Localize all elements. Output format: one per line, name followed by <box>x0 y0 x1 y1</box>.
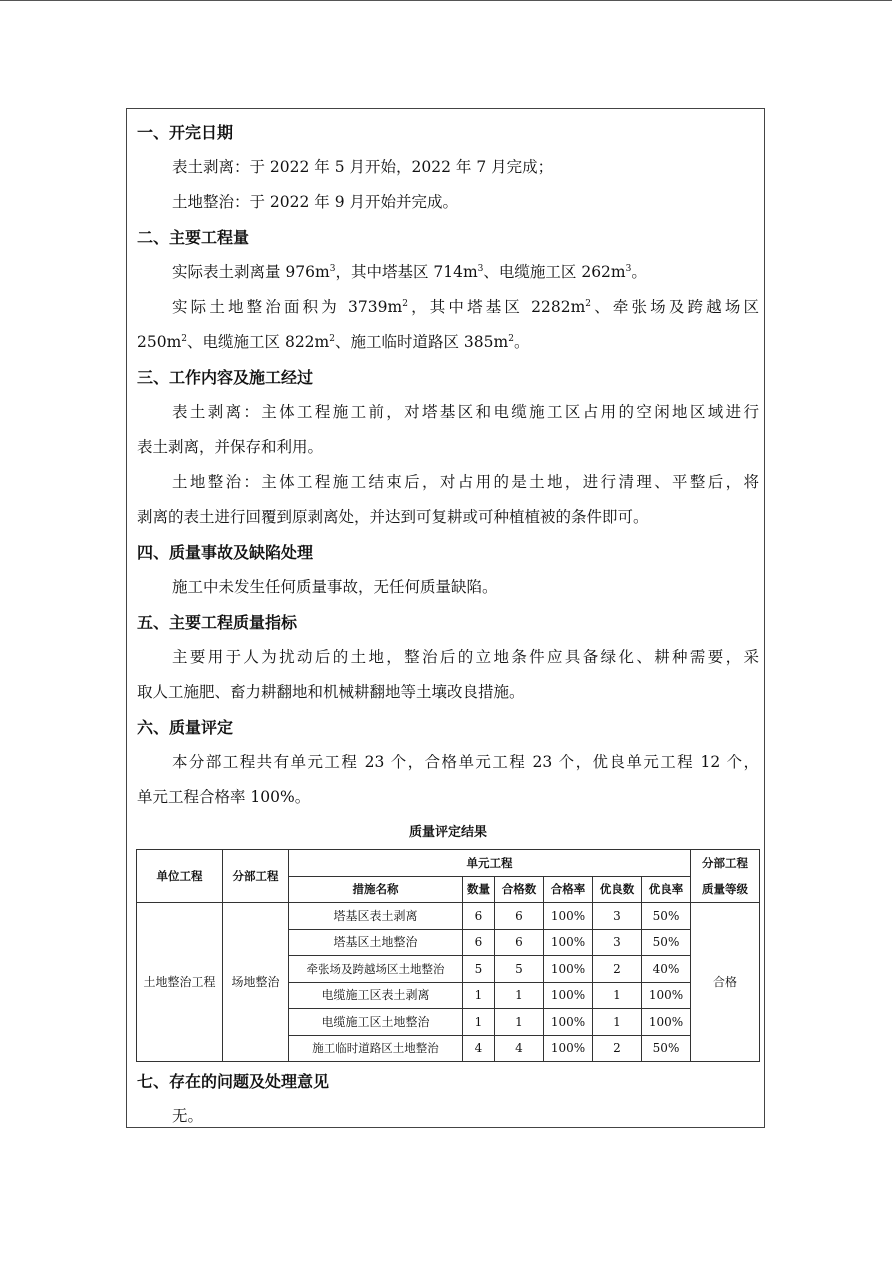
cell-good-count: 3 <box>593 903 642 930</box>
cell-count: 5 <box>463 956 495 983</box>
section-3-para-2-line-1: 土地整治：主体工程施工结束后，对占用的是土地，进行清理、平整后，将 <box>172 473 759 491</box>
cell-pass-count: 6 <box>495 903 544 930</box>
cell-good-count: 1 <box>593 1009 642 1036</box>
section-5-title: 五、主要工程质量指标 <box>137 613 298 632</box>
header-count: 数量 <box>463 876 495 903</box>
cell-pass-rate: 100% <box>544 982 593 1009</box>
header-sub-project: 分部工程 <box>223 850 289 903</box>
section-7-line-1: 无。 <box>172 1107 204 1125</box>
header-grade: 分部工程 质量等级 <box>691 850 760 903</box>
cell-good-count: 2 <box>593 1035 642 1062</box>
cell-good-rate: 100% <box>642 1009 691 1036</box>
cell-measure: 牵张场及跨越场区土地整治 <box>289 956 463 983</box>
cell-pass-rate: 100% <box>544 956 593 983</box>
cell-pass-rate: 100% <box>544 1009 593 1036</box>
section-2-line-2: 实际土地整治面积为 $3739m^2$，其中塔基区 $2282m^2$、牵张场及跨越场区 <box>172 298 759 316</box>
header-measure: 措施名称 <box>289 876 463 903</box>
section-6-title: 六、质量评定 <box>137 718 234 737</box>
cell-grade: 合格 <box>691 903 760 1062</box>
section-7-title: 七、存在的问题及处理意见 <box>137 1072 330 1091</box>
header-pass-rate: 合格率 <box>544 876 593 903</box>
section-1-line-1: 表土剥离：于 2022 年 5 月开始，2022 年 7 月完成； <box>172 158 554 176</box>
page-top-border <box>0 0 892 1</box>
cell-pass-count: 1 <box>495 982 544 1009</box>
header-good-count: 优良数 <box>593 876 642 903</box>
header-unit-project: 单位工程 <box>137 850 223 903</box>
cell-measure: 电缆施工区土地整治 <box>289 1009 463 1036</box>
table-header-row-1 <box>137 850 760 877</box>
cell-pass-rate: 100% <box>544 1035 593 1062</box>
cell-measure: 塔基区表土剥离 <box>289 903 463 930</box>
table-row <box>137 903 760 930</box>
cell-count: 1 <box>463 1009 495 1036</box>
cell-pass-rate: 100% <box>544 903 593 930</box>
cell-good-rate: 100% <box>642 982 691 1009</box>
header-pass-count: 合格数 <box>495 876 544 903</box>
quality-table <box>136 849 760 1062</box>
section-5-line-1: 主要用于人为扰动后的土地，整治后的立地条件应具备绿化、耕种需要，采 <box>172 648 759 666</box>
cell-pass-rate: 100% <box>544 929 593 956</box>
section-1-line-2: 土地整治：于 2022 年 9 月开始并完成。 <box>172 193 459 211</box>
section-1-title: 一、开完日期 <box>137 123 234 142</box>
cell-good-count: 1 <box>593 982 642 1009</box>
cell-count: 1 <box>463 982 495 1009</box>
report-frame <box>126 108 765 1128</box>
cell-measure: 电缆施工区表土剥离 <box>289 982 463 1009</box>
cell-good-count: 3 <box>593 929 642 956</box>
section-5-line-2: 取人工施肥、畜力耕翻地和机械耕翻地等土壤改良措施。 <box>137 683 525 701</box>
cell-good-rate: 50% <box>642 929 691 956</box>
section-3-title: 三、工作内容及施工经过 <box>137 368 314 387</box>
cell-count: 6 <box>463 903 495 930</box>
table-caption: 质量评定结果 <box>408 825 487 840</box>
cell-good-rate: 40% <box>642 956 691 983</box>
section-2-line-3: $250m^2$、电缆施工区 $822m^2$、施工临时道路区 $385m^2$。 <box>137 333 530 351</box>
cell-sub-project: 场地整治 <box>223 903 289 1062</box>
cell-pass-count: 6 <box>495 929 544 956</box>
section-2-title: 二、主要工程量 <box>137 228 250 247</box>
cell-measure: 塔基区土地整治 <box>289 929 463 956</box>
section-3-para-1-line-2: 表土剥离，并保存和利用。 <box>137 438 324 456</box>
header-good-rate: 优良率 <box>642 876 691 903</box>
section-4-line-1: 施工中未发生任何质量事故，无任何质量缺陷。 <box>172 578 498 596</box>
cell-measure: 施工临时道路区土地整治 <box>289 1035 463 1062</box>
cell-pass-count: 4 <box>495 1035 544 1062</box>
cell-good-rate: 50% <box>642 1035 691 1062</box>
cell-count: 6 <box>463 929 495 956</box>
cell-count: 4 <box>463 1035 495 1062</box>
header-element-project: 单元工程 <box>289 850 691 877</box>
cell-unit-project: 土地整治工程 <box>137 903 223 1062</box>
cell-good-count: 2 <box>593 956 642 983</box>
cell-pass-count: 5 <box>495 956 544 983</box>
report-content <box>137 115 759 1134</box>
section-6-line-2: 单元工程合格率 100%。 <box>137 788 311 806</box>
section-4-title: 四、质量事故及缺陷处理 <box>137 543 314 562</box>
cell-pass-count: 1 <box>495 1009 544 1036</box>
section-2-line-1: 实际表土剥离量 $976m^3$，其中塔基区 $714m^3$、电缆施工区 $262m^3$。 <box>172 263 647 281</box>
section-6-line-1: 本分部工程共有单元工程 23 个，合格单元工程 23 个，优良单元工程 12 个， <box>172 753 759 771</box>
cell-good-rate: 50% <box>642 903 691 930</box>
section-3-para-2-line-2: 剥离的表土进行回覆到原剥离处，并达到可复耕或可种植植被的条件即可。 <box>137 508 649 526</box>
section-3-para-1-line-1: 表土剥离：主体工程施工前，对塔基区和电缆施工区占用的空闲地区域进行 <box>172 403 759 421</box>
